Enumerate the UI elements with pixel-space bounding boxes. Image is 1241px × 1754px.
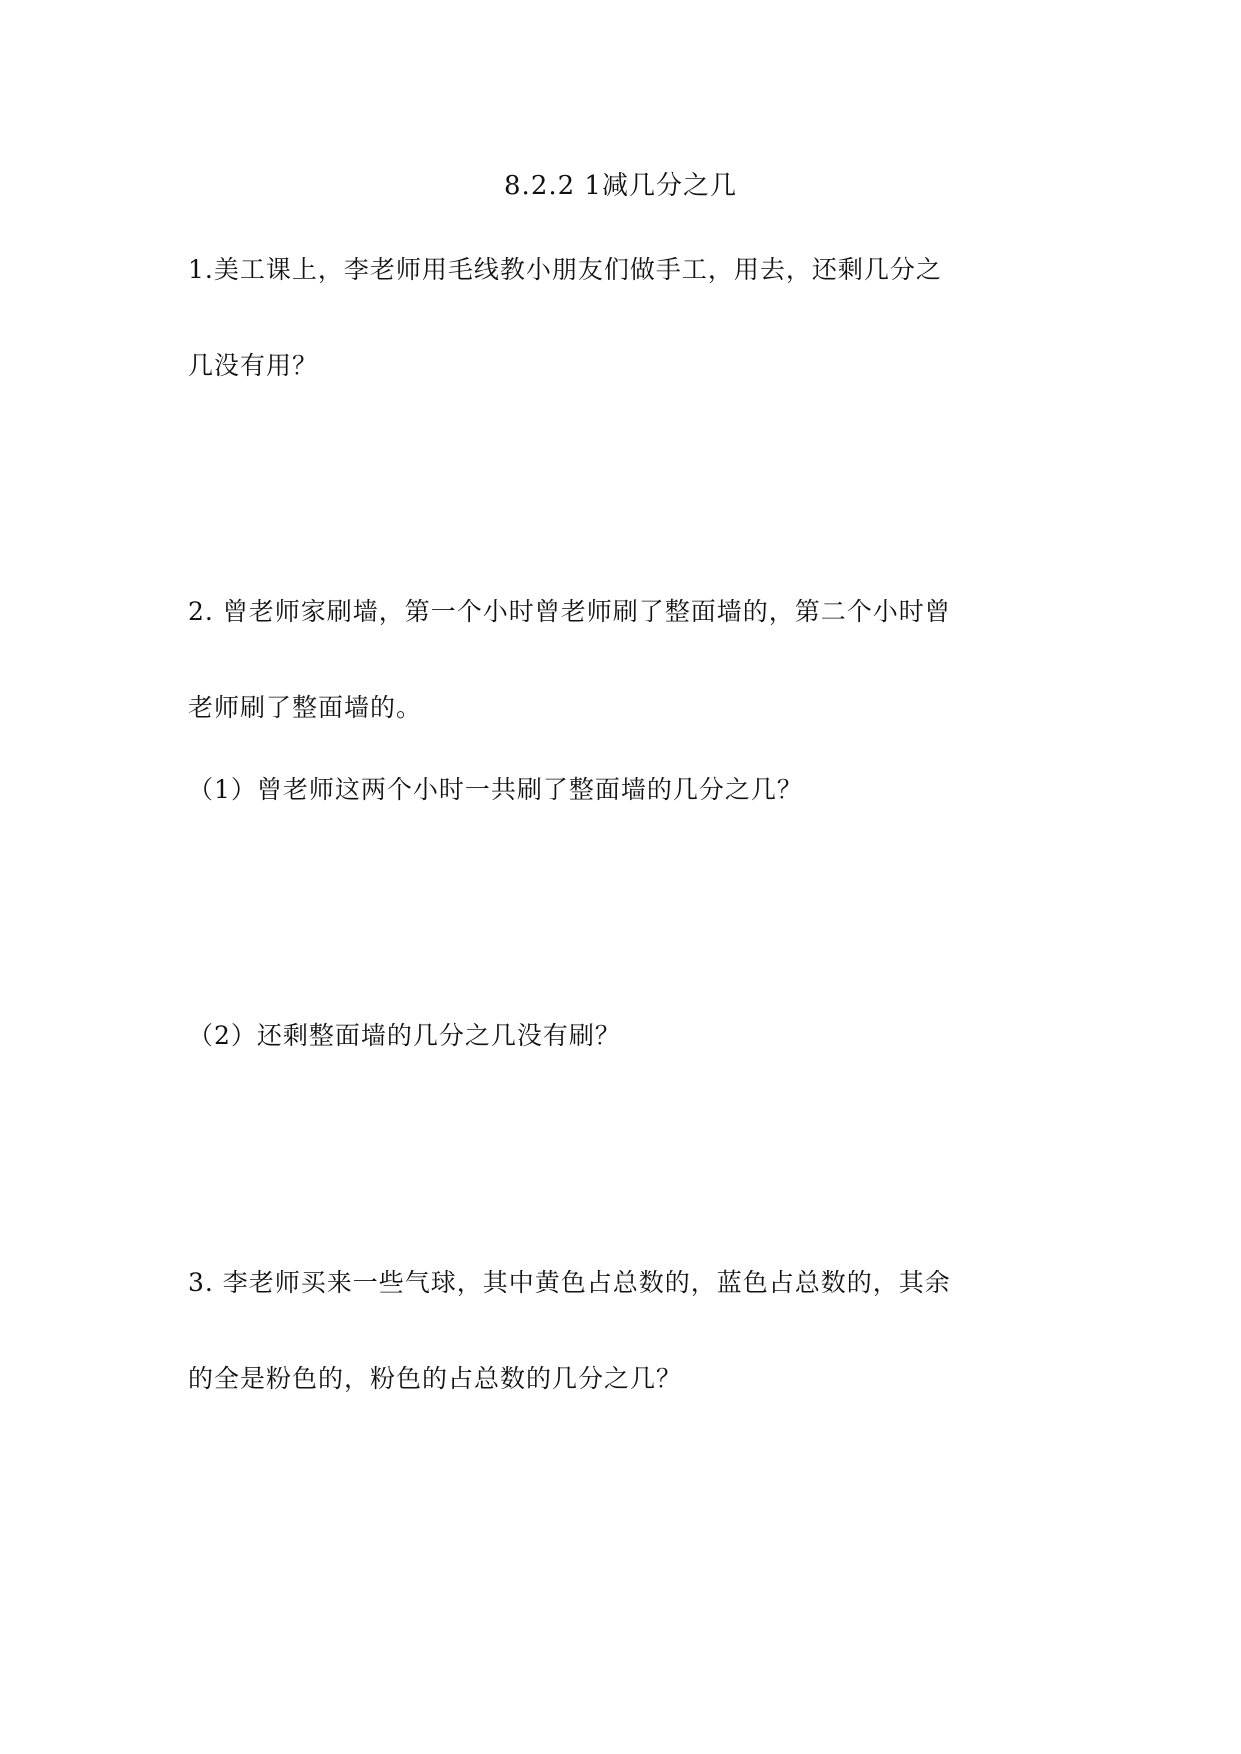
question-2-sub-1: （1）曾老师这两个小时一共刷了整面墙的几分之几？ [188,775,803,804]
page-title: 8.2.2 1减几分之几 [504,171,737,201]
question-1-line-2: 几没有用？ [188,351,319,380]
question-1-line-1: 1.美工课上，李老师用毛线教小朋友们做手工，用去，还剩几分之 [188,255,942,284]
question-2-line-1: 2. 曾老师家刷墙，第一个小时曾老师刷了整面墙的，第二个小时曾 [188,597,951,626]
question-2-sub-2: （2）还剩整面墙的几分之几没有刷？ [188,1021,621,1050]
question-3-line-1: 3. 李老师买来一些气球，其中黄色占总数的，蓝色占总数的，其余 [188,1268,951,1297]
question-2-line-2: 老师刷了整面墙的。 [188,693,423,722]
question-3-line-2: 的全是粉色的，粉色的占总数的几分之几？ [188,1364,683,1393]
